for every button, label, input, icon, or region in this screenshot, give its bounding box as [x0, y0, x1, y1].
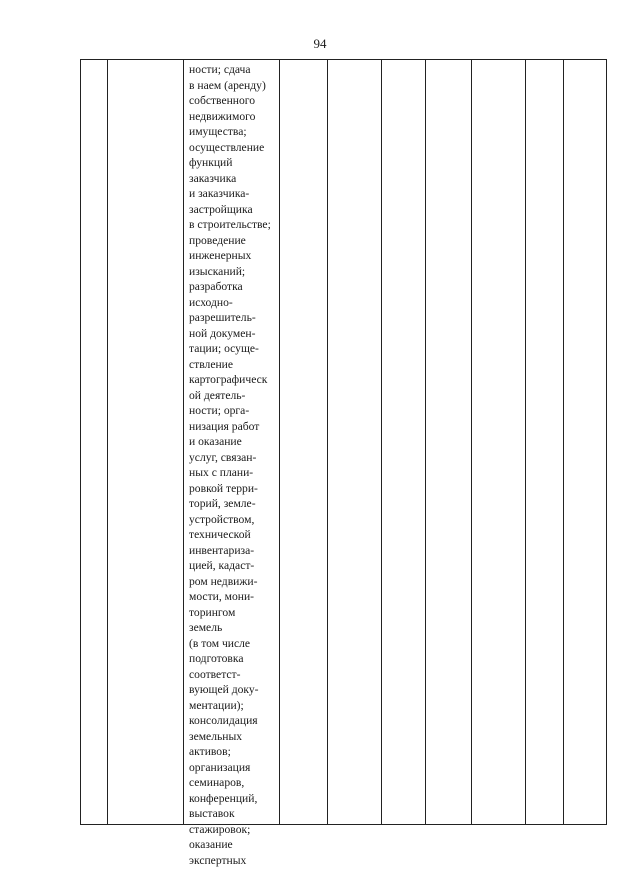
cell-line: торингом [189, 605, 236, 619]
cell-line: ой деятель- [189, 388, 246, 402]
cell-line: подготовка [189, 652, 244, 665]
cell-line: ности; орга- [189, 404, 250, 417]
cell-line: экспертных [189, 853, 247, 867]
document-table [80, 59, 607, 867]
cell-line: консолидация [189, 714, 258, 727]
cell-line: вующей доку- [189, 683, 259, 696]
column-divider [381, 60, 382, 824]
cell-line: изысканий; [189, 264, 246, 278]
cell-line: организация [189, 760, 251, 774]
cell-line: инвентариза- [189, 543, 255, 557]
cell-line: стажировок; [189, 822, 251, 836]
cell-line: и оказание [189, 435, 242, 448]
cell-line: ных с плани- [189, 466, 254, 479]
cell-line: технической [189, 528, 251, 541]
cell-line: активов; [189, 745, 231, 758]
cell-line: земельных [189, 729, 243, 743]
cell-line: ствление [189, 357, 234, 371]
column-divider [563, 60, 564, 824]
cell-line: ментации); [189, 698, 244, 712]
cell-line: цией, кадаст- [189, 559, 255, 572]
cell-line: ровкой терри- [189, 481, 258, 495]
cell-line: мости, мони- [189, 590, 255, 603]
cell-line: картографическ [189, 373, 268, 386]
cell-line: тации; осуще- [189, 342, 259, 355]
cell-line: разрешитель- [189, 311, 256, 324]
cell-line: инженерных [189, 249, 252, 262]
cell-line: застройщика [189, 202, 253, 216]
cell-line: земель [189, 621, 223, 634]
cell-line: и заказчика- [189, 187, 250, 200]
cell-line: устройством, [189, 512, 255, 526]
cell-line: торий, земле- [189, 497, 256, 510]
cell-line: исходно- [189, 295, 233, 309]
cell-line: (в том числе [189, 636, 251, 650]
cell-line: выставок [189, 807, 235, 820]
cell-line: семинаров, [189, 776, 245, 789]
column-divider [471, 60, 472, 824]
column-divider [525, 60, 526, 824]
cell-line: ром недвижи- [189, 574, 258, 588]
cell-line: функций [189, 156, 233, 169]
cell-line: имущества; [189, 125, 247, 138]
description-cell [189, 62, 281, 868]
cell-line: соответст- [189, 667, 241, 681]
cell-line: оказание [189, 838, 233, 851]
cell-line: разработка [189, 280, 243, 293]
cell-line: в наем (аренду) [189, 78, 266, 92]
cell-line: собственного [189, 94, 256, 107]
cell-line: ности; сдача [189, 63, 251, 76]
column-divider [425, 60, 426, 824]
column-divider [107, 60, 108, 824]
cell-line: недвижимого [189, 109, 256, 123]
column-divider [327, 60, 328, 824]
cell-line: в строительстве; [189, 218, 271, 231]
cell-line: проведение [189, 233, 246, 247]
cell-line: услуг, связан- [189, 450, 257, 464]
column-divider [183, 60, 184, 824]
cell-line: низация работ [189, 419, 260, 433]
cell-line: осуществление [189, 140, 265, 154]
cell-line: конференций, [189, 791, 258, 805]
cell-line: заказчика [189, 171, 237, 185]
cell-line: ной докумен- [189, 326, 256, 340]
page-number: 94 [313, 36, 327, 51]
